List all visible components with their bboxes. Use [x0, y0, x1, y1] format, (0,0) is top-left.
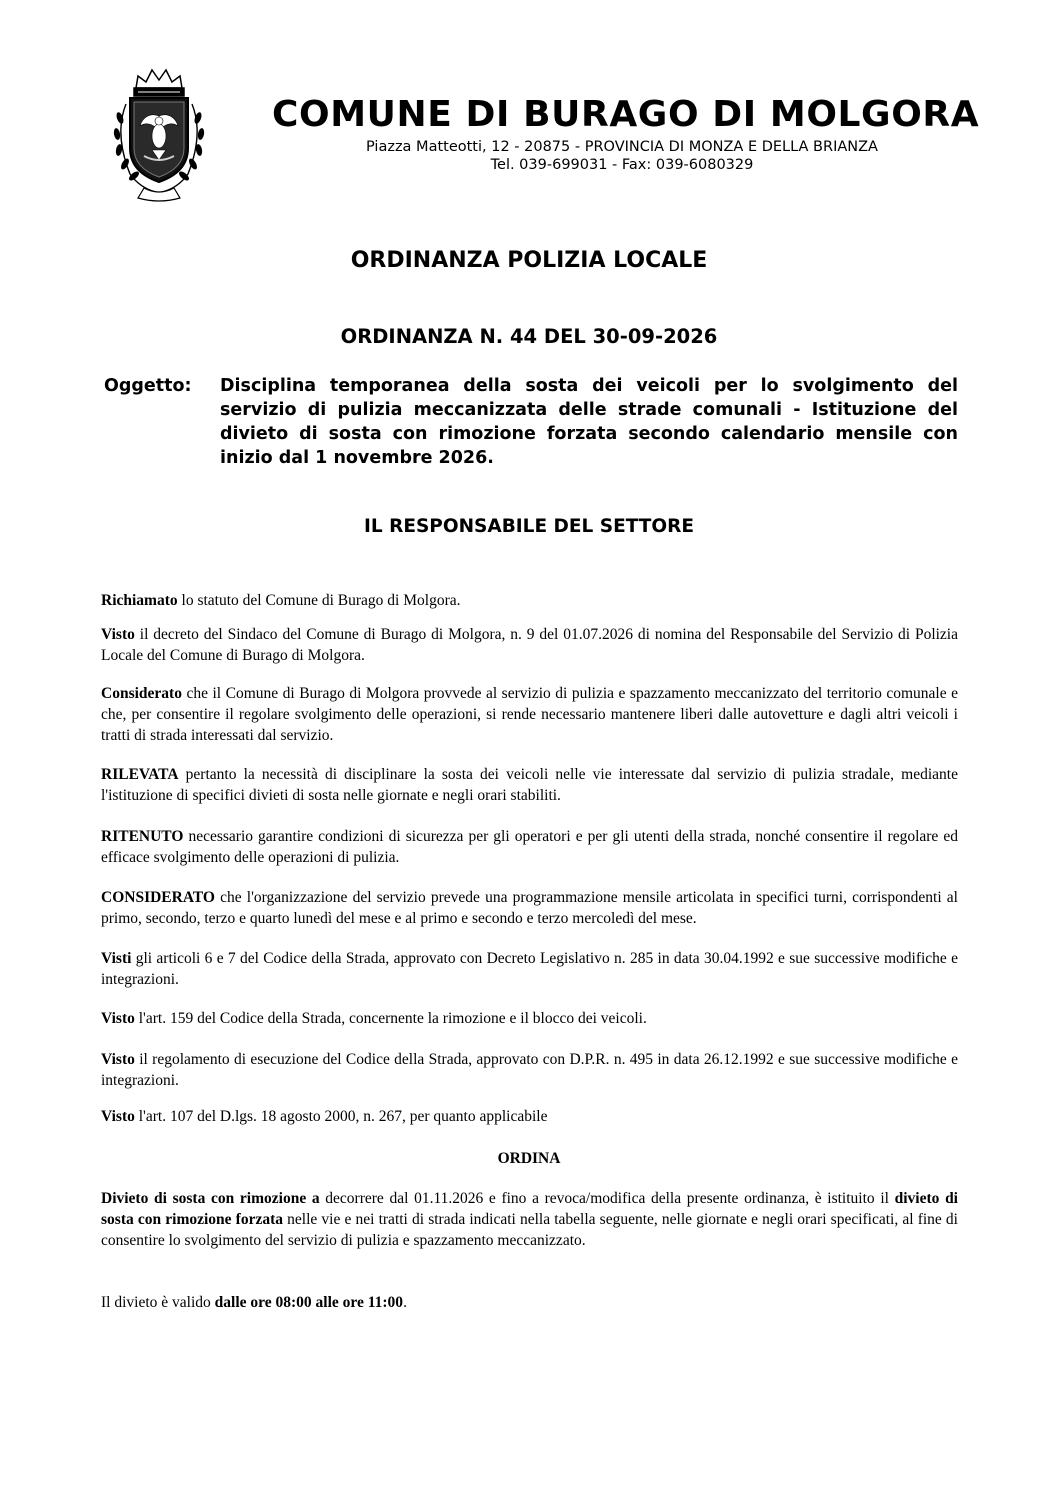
paragraph-text: l'art. 107 del D.lgs. 18 agosto 2000, n. 267, per quanto applicabile	[134, 1108, 548, 1125]
paragraph-text: pertanto la necessità di disciplinare la sosta dei veicoli nelle vie interessate dal servizio di pulizia stradale, mediante l'istituzione di specifici divieti di sosta nelle giornate e negli orari stabiliti.	[101, 766, 958, 804]
authority-heading: IL RESPONSABILE DEL SETTORE	[363, 516, 695, 537]
paragraph-lead: RITENUTO	[101, 828, 184, 845]
paragraph-visto-art159	[101, 1008, 958, 1029]
paragraph-lead: Considerato	[101, 685, 182, 702]
paragraph-lead: Richiamato	[101, 592, 178, 609]
paragraph-text: decorrere dal 01.11.2026 e fino a revoca/modifica della presente ordinanza, è istituito il	[319, 1190, 895, 1207]
municipal-crest-emblem	[100, 64, 218, 204]
paragraph-rilevata	[101, 764, 958, 806]
paragraph-bold: dalle ore 08:00 alle ore 11:00	[214, 1294, 404, 1311]
contact-line: Tel. 039-699031 - Fax: 039-6080329	[490, 157, 754, 173]
paragraph-text: Il divieto è valido	[101, 1294, 215, 1311]
ordina-heading: ORDINA	[497, 1150, 561, 1167]
paragraph-richiamato	[101, 590, 958, 611]
paragraph-visti-articoli	[101, 948, 958, 990]
paragraph-visto-art107	[101, 1106, 958, 1127]
paragraph-lead: Visto	[101, 1108, 135, 1125]
subject-label: Oggetto:	[104, 376, 192, 396]
paragraph-visto-regolamento	[101, 1049, 958, 1091]
paragraph-text: l'art. 159 del Codice della Strada, concernente la rimozione e il blocco dei veicoli.	[134, 1010, 647, 1027]
paragraph-lead: Visto	[101, 1010, 135, 1027]
paragraph-text: gli articoli 6 e 7 del Codice della Strada, approvato con Decreto Legislativo n. 285 in data 30.04.1992 e sue successive modifiche e integrazioni.	[101, 950, 958, 988]
address-line: Piazza Matteotti, 12 - 20875 - PROVINCIA DI MONZA E DELLA BRIANZA	[366, 139, 878, 155]
paragraph-lead: Visto	[101, 626, 135, 643]
paragraph-lead: Divieto di sosta con rimozione a	[101, 1190, 320, 1207]
document-type-heading: ORDINANZA POLIZIA LOCALE	[350, 248, 708, 273]
paragraph-text: che l'organizzazione del servizio prevede una programmazione mensile articolata in specifici turni, corrispondenti al primo, secondo, terzo e quarto lunedì del mese e al primo e secondo e terzo mercoledì del mese.	[101, 889, 958, 927]
municipality-address	[272, 138, 972, 174]
paragraph-ritenuto	[101, 826, 958, 868]
paragraph-text: necessario garantire condizioni di sicurezza per gli operatori e per gli utenti della strada, nonché consentire il regolare ed efficace svolgimento delle operazioni di pulizia.	[101, 828, 958, 866]
paragraph-text: .	[403, 1294, 407, 1311]
paragraph-lead: RILEVATA	[101, 766, 179, 783]
paragraph-divieto	[101, 1188, 958, 1251]
paragraph-considerato	[101, 683, 958, 746]
paragraph-orario	[101, 1292, 958, 1313]
paragraph-lead: CONSIDERATO	[101, 889, 215, 906]
subject-text: Disciplina temporanea della sosta dei veicoli per lo svolgimento del servizio di pulizia meccanizzata delle strade comunali - Istituzione del divieto di sosta con rimozione forzata secondo calendario mensile con inizio dal 1 novembre 2026.	[220, 376, 958, 468]
municipality-title: COMUNE DI BURAGO DI MOLGORA	[272, 94, 980, 135]
paragraph-lead: Visto	[101, 1051, 135, 1068]
paragraph-text: il regolamento di esecuzione del Codice della Strada, approvato con D.P.R. n. 495 in data 26.12.1992 e sue successive modifiche e integrazioni.	[101, 1051, 958, 1089]
paragraph-visto-decreto	[101, 624, 958, 666]
paragraph-considerato-organizzazione	[101, 887, 958, 929]
paragraph-text: il decreto del Sindaco del Comune di Burago di Molgora, n. 9 del 01.07.2026 di nomina del Responsabile del Servizio di Polizia Locale del Comune di Burago di Molgora.	[101, 626, 958, 664]
paragraph-lead: Visti	[101, 950, 132, 967]
ordinance-number: ORDINANZA N. 44 DEL 30-09-2026	[340, 325, 718, 348]
paragraph-text: lo statuto del Comune di Burago di Molgora.	[177, 592, 461, 609]
paragraph-text: che il Comune di Burago di Molgora provvede al servizio di pulizia e spazzamento meccanizzato del territorio comunale e che, per consentire il regolare svolgimento delle operazioni, si rende necessario mantenere liberi dalle autovetture e dagli altri veicoli i tratti di strada interessati dal servizio.	[101, 685, 958, 744]
paragraph-text: nelle vie e nei tratti di strada indicati nella tabella seguente, nelle giornate e negli orari specificati, al fine di consentire lo svolgimento del servizio di pulizia e spazzamento meccanizzato.	[101, 1211, 958, 1249]
paragraph-bold: divieto di sosta con rimozione forzata	[101, 1190, 958, 1228]
